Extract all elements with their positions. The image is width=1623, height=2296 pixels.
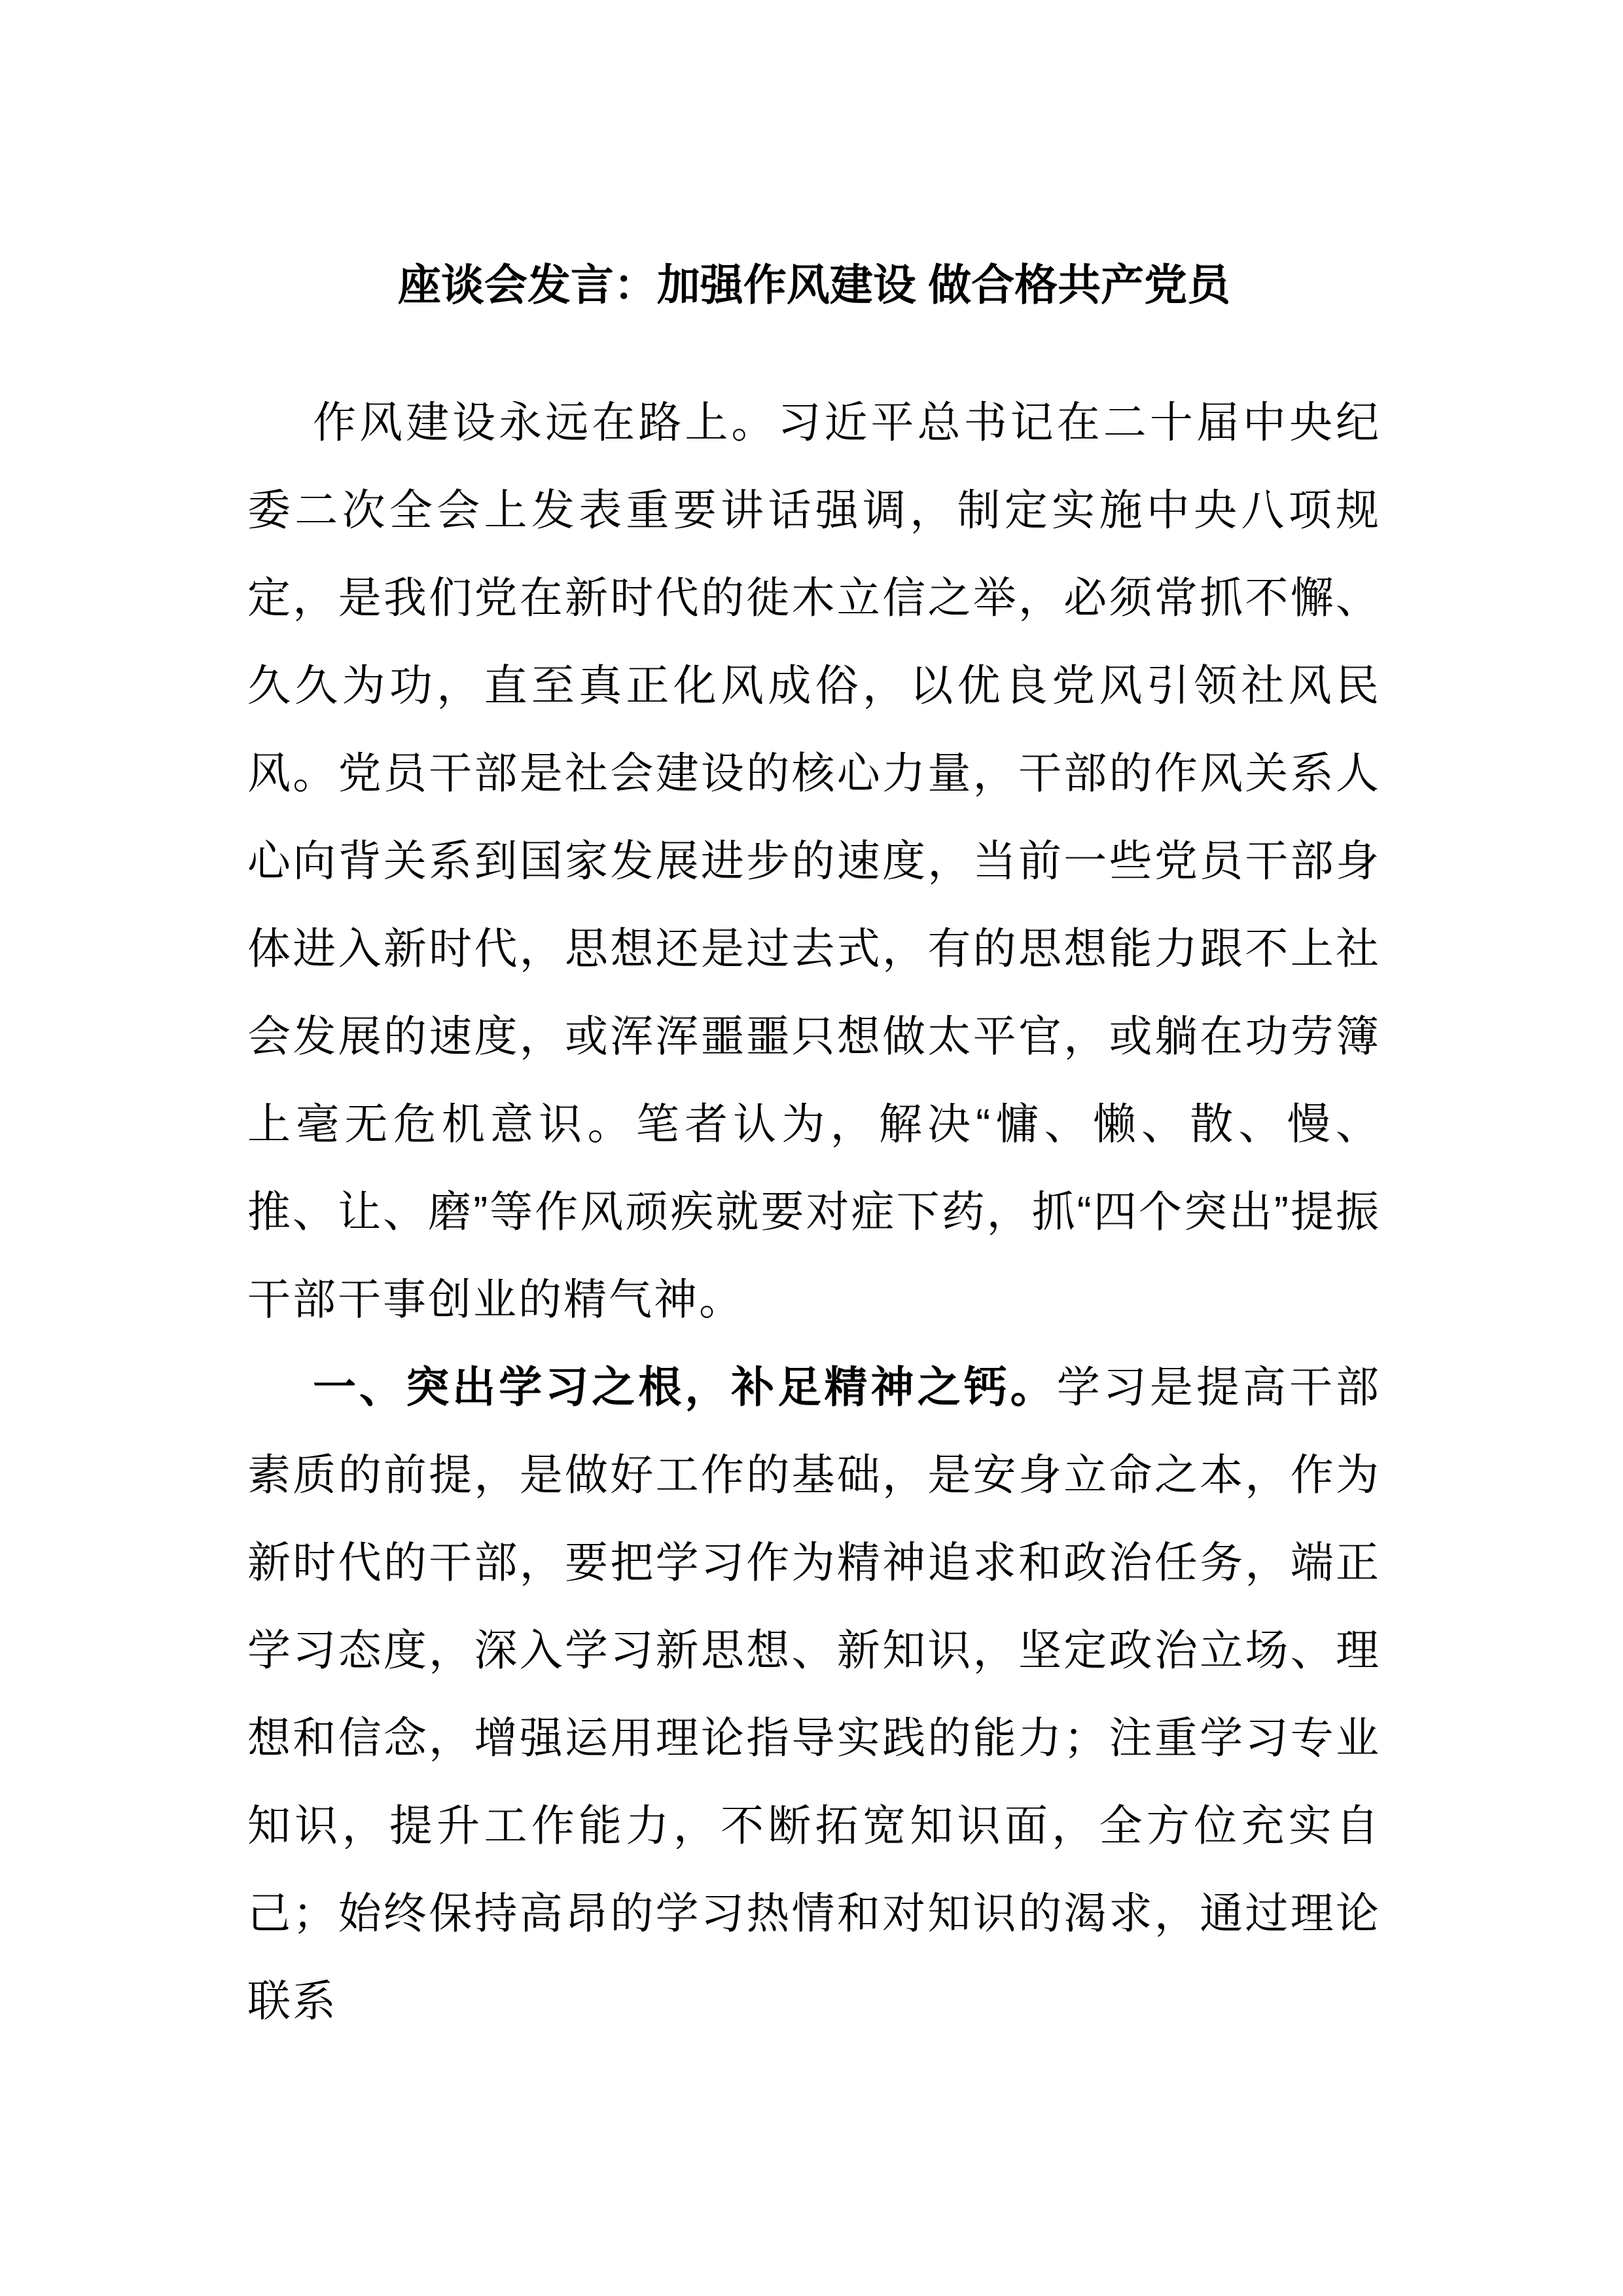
- paragraph-1-text: 作风建设永远在路上。习近平总书记在二十届中央纪委二次全会上发表重要讲话强调，制定实施中央八项规定，是我们党在新时代的徙木立信之举，必须常抓不懈、久久为功，直至真正化风成俗，以优良党风引领社风民风。党员干部是社会建设的核心力量，干部的作风关系人心向背关系到国家发展进步的速度，当前一些党员干部身体进入新时代，思想还是过去式，有的思想能力跟不上社会发展的速度，或浑浑噩噩只想做太平官，或躺在功劳簿上毫无危机意识。笔者认为，解决“慵、懒、散、慢、推、让、磨”等作风顽疾就要对症下药，抓“四个突出”提振干部干事创业的精气神。: [247, 398, 1381, 1323]
- paragraph-1: [247, 378, 1381, 1343]
- paragraph-2-text: 学习是提高干部素质的前提，是做好工作的基础，是安身立命之本，作为新时代的干部，要把学习作为精神追求和政治任务，端正学习态度，深入学习新思想、新知识，坚定政治立场、理想和信念，增强运用理论指导实践的能力；注重学习专业知识，提升工作能力，不断拓宽知识面，全方位充实自己；始终保持高昂的学习热情和对知识的渴求，通过理论联系: [247, 1363, 1382, 2025]
- paragraph-2: [247, 1343, 1381, 2045]
- paragraph-2-heading: 一、突出学习之根，补足精神之钙。: [313, 1363, 1057, 1411]
- document-title: 座谈会发言：加强作风建设 做合格共产党员: [397, 260, 1231, 309]
